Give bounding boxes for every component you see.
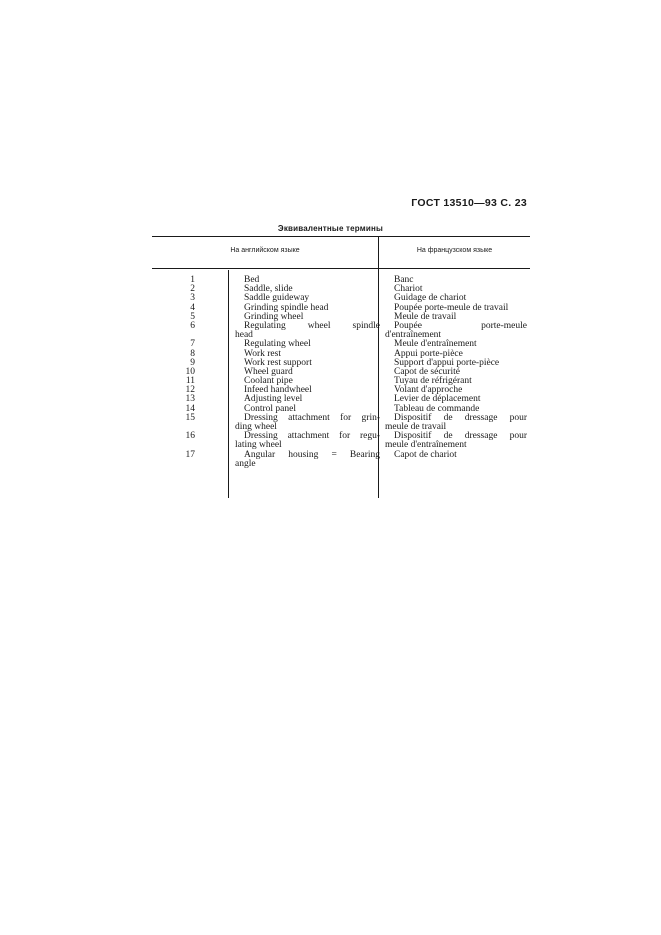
english-term-line: Infeed handwheel <box>244 385 312 396</box>
french-term-line: Meule d'entraînement <box>394 339 477 350</box>
french-term-line: Banc <box>394 275 414 285</box>
french-term-line: Levier de déplacement <box>394 394 481 405</box>
french-term-line: Capot de sécurité <box>394 366 460 377</box>
english-term-line: Grinding wheel <box>244 311 304 322</box>
column-header-english: На английском языке <box>230 247 300 254</box>
french-term-line: Dispositif de dressage pour <box>394 431 527 442</box>
english-term-line: lating wheel <box>235 440 282 451</box>
english-term-line: Saddle guideway <box>244 293 310 304</box>
table-top-rule <box>152 236 530 237</box>
english-term <box>235 432 380 450</box>
term-number: 2 <box>190 284 195 295</box>
english-term <box>235 414 380 432</box>
term-number: 17 <box>185 449 195 460</box>
term-number: 4 <box>190 302 195 313</box>
english-term-line: Dressing attachment for grin- <box>244 412 380 423</box>
table-row <box>150 304 530 313</box>
english-term-line: head <box>235 330 253 341</box>
english-term-line: Grinding spindle head <box>244 302 329 313</box>
french-term-line: Appui porte-pièce <box>394 348 463 359</box>
term-number: 1 <box>190 275 195 285</box>
table-row <box>150 340 530 349</box>
english-term-line: Work rest support <box>244 357 312 368</box>
french-term-line: Dispositif de dressage pour <box>394 412 527 423</box>
term-number: 14 <box>185 403 195 414</box>
french-term <box>385 322 527 340</box>
english-term <box>235 451 380 469</box>
english-term-line: Regulating wheel <box>244 339 311 350</box>
table-row <box>150 276 530 285</box>
french-term <box>385 432 527 450</box>
term-number: 11 <box>185 376 195 387</box>
table-row <box>150 451 530 469</box>
term-number: 15 <box>185 412 195 423</box>
table-header-rule <box>152 268 530 269</box>
english-term <box>235 322 380 340</box>
english-term-line: Wheel guard <box>244 366 293 377</box>
table-row <box>150 359 530 368</box>
term-number: 8 <box>190 348 195 359</box>
english-term-line: Dressing attachment for regu- <box>244 431 380 442</box>
french-term-line: Poupée porte-meule de travail <box>394 302 509 313</box>
term-number: 6 <box>190 320 195 331</box>
english-term-line: Coolant pipe <box>244 376 293 387</box>
french-term-line: Volant d'approche <box>394 385 463 396</box>
english-term-line: Adjusting level <box>244 394 303 405</box>
term-number: 3 <box>190 293 195 304</box>
french-term-line: Capot de chariot <box>394 449 457 460</box>
english-term-line: Regulating wheel spindle <box>244 320 380 331</box>
term-number: 13 <box>185 394 195 405</box>
page-header: ГОСТ 13510—93 С. 23 <box>411 197 527 209</box>
french-term-line: Meule de travail <box>394 311 457 322</box>
english-term-line: angle <box>235 458 256 469</box>
french-term-line: meule de travail <box>385 422 447 433</box>
french-term-line: Guidage de chariot <box>394 293 467 304</box>
table-row <box>150 368 530 377</box>
term-number: 9 <box>190 357 195 368</box>
table-body <box>150 276 530 469</box>
english-term-line: ding wheel <box>235 422 277 433</box>
french-term-line: meule d'entraînement <box>385 440 467 451</box>
french-term-line: Chariot <box>394 284 423 295</box>
french-term-line: Tuyau de réfrigérant <box>394 376 472 387</box>
french-term-line: Poupée porte-meule <box>394 320 527 331</box>
term-number: 7 <box>190 339 195 350</box>
table-row <box>150 414 530 432</box>
english-term-line: Saddle, slide <box>244 284 293 295</box>
english-term-line: Control panel <box>244 403 296 414</box>
french-term <box>385 414 527 432</box>
french-term-line: Tableau de commande <box>394 403 480 414</box>
table-row <box>150 322 530 340</box>
column-header-french: На французском языке <box>416 247 493 254</box>
term-number: 12 <box>185 385 195 396</box>
term-number: 10 <box>185 366 195 377</box>
term-number: 16 <box>185 431 195 442</box>
table-title: Эквивалентные термины <box>277 224 384 233</box>
table-row <box>150 285 530 294</box>
table-row <box>150 432 530 450</box>
english-term-line: Work rest <box>244 348 281 359</box>
french-term-line: Support d'appui porte-pièce <box>394 357 500 368</box>
english-term-line: Bed <box>244 275 260 285</box>
table-row <box>150 377 530 386</box>
english-term-line: Angular housing = Bearing <box>244 449 380 460</box>
french-term-line: d'entraînement <box>385 330 442 341</box>
french-term <box>385 451 527 460</box>
term-number: 5 <box>190 311 195 322</box>
